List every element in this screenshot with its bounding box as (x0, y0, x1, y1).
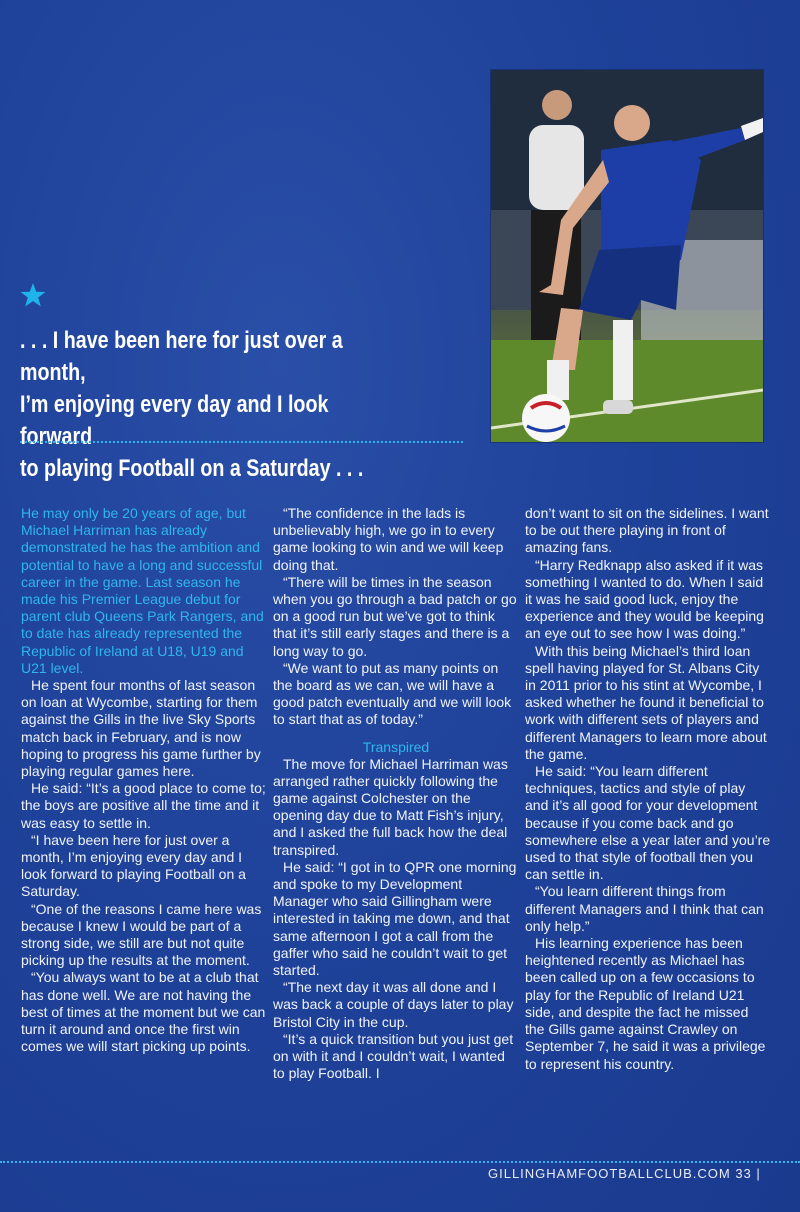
body-paragraph: His learning experience has been heightened recently as Michael has been called up on a few occasions to play for the Republic of Ireland U21 side, and despite the fact he missed the Gills game against Crawley on September 7, he said it was a privilege to represent his country. (525, 935, 766, 1072)
footer-divider (0, 1161, 800, 1163)
body-paragraph: “We want to put as many points on the board as we can, we will have a good patch eventually and we will look to start that as of today.” (273, 659, 512, 728)
body-paragraph: “One of the reasons I came here was because I knew I would be part of a strong side, we still are but not quite picking up the results at the moment. (21, 900, 262, 969)
body-paragraph: “You always want to be at a club that has done well. We are not having the best of times at the moment but we can turn it around and once the first win comes we will start picking up points. (21, 969, 266, 1055)
body-paragraph: “Harry Redknapp also asked if it was something I wanted to do. When I said it was he said good luck, enjoy the experience and they would be keeping an eye out to see how I was doing.” (525, 556, 764, 642)
body-paragraph: “It’s a quick transition but you just get on with it and I couldn’t wait, I wanted to play Football. I (273, 1030, 514, 1082)
body-paragraph: “There will be times in the season when you go through a bad patch or go on a good run but we’ve got to think that it’s still early stages and there is a long way to go. (273, 573, 517, 659)
body-paragraph: don’t want to sit on the sidelines. I want to be out there playing in front of amazing fans. (525, 505, 769, 556)
article-column-1 (21, 505, 267, 1056)
body-paragraph: “The confidence in the lads is unbelievably high, we go in to every game looking to win and we will keep doing that. (273, 505, 504, 573)
body-paragraph: He spent four months of last season on loan at Wycombe, starting for them against the Gills in the live Sky Sports match back in February, and is now hoping to progress his game further by playing regular games here. (21, 677, 261, 780)
section-heading: Transpired (362, 738, 430, 755)
quote-divider (20, 441, 463, 443)
body-paragraph: He said: “I got in to QPR one morning and spoke to my Development Manager who said Gillingham were interested in taking me down, and that same afternoon I got a call from the gaffer who said he couldn’t wait to get started. (273, 858, 517, 979)
body-paragraph: With this being Michael’s third loan spell having played for St. Albans City in 2011 prior to his stint at Wycombe, I asked whether he found it beneficial to work with different sets of players and different Managers to learn more about the game. (525, 642, 767, 762)
article-column-3 (525, 505, 771, 1073)
player-illustration (491, 70, 763, 442)
article-column-2 (273, 505, 519, 1083)
body-paragraph: He said: “It’s a good place to come to; the boys are positive all the time and it was easy to settle in. (21, 780, 266, 831)
star-icon (20, 282, 46, 308)
body-paragraph: “The next day it was all done and I was back a couple of days later to play Bristol City in the cup. (273, 979, 514, 1030)
body-paragraph: The move for Michael Harriman was arranged rather quickly following the game against Colchester on the opening day due to Matt Fish’s injury, and I asked the full back how the deal transpired. (273, 755, 508, 858)
footer-page-info: GILLINGHAMFOOTBALLCLUB.COM 33 | (488, 1166, 761, 1181)
player-photo (491, 70, 763, 442)
body-paragraph: “I have been here for just over a month, I’m enjoying every day and I look forward to playing Football on a Saturday. (21, 831, 246, 900)
body-paragraph: He said: “You learn different techniques, tactics and style of play and it’s all good for your development because if you come back and go somewhere else a year later and you’re used to that style of football then you can settle in. (525, 763, 771, 883)
intro-paragraph: He may only be 20 years of age, but Michael Harriman has already demonstrated he has the ambition and potential to have a long and successful career in the game. Last season he made his Premier League debut for parent club Queens Park Rangers, and to date has already represented the Republic of Ireland at U18, U19 and U21 level. (21, 505, 264, 676)
body-paragraph: “You learn different things from different Managers and I think that can only help.” (525, 883, 764, 934)
pull-quote: . . . I have been here for just over a month, I’m enjoying every day and I look forward to playing Football on a Saturday . . . (20, 327, 364, 482)
